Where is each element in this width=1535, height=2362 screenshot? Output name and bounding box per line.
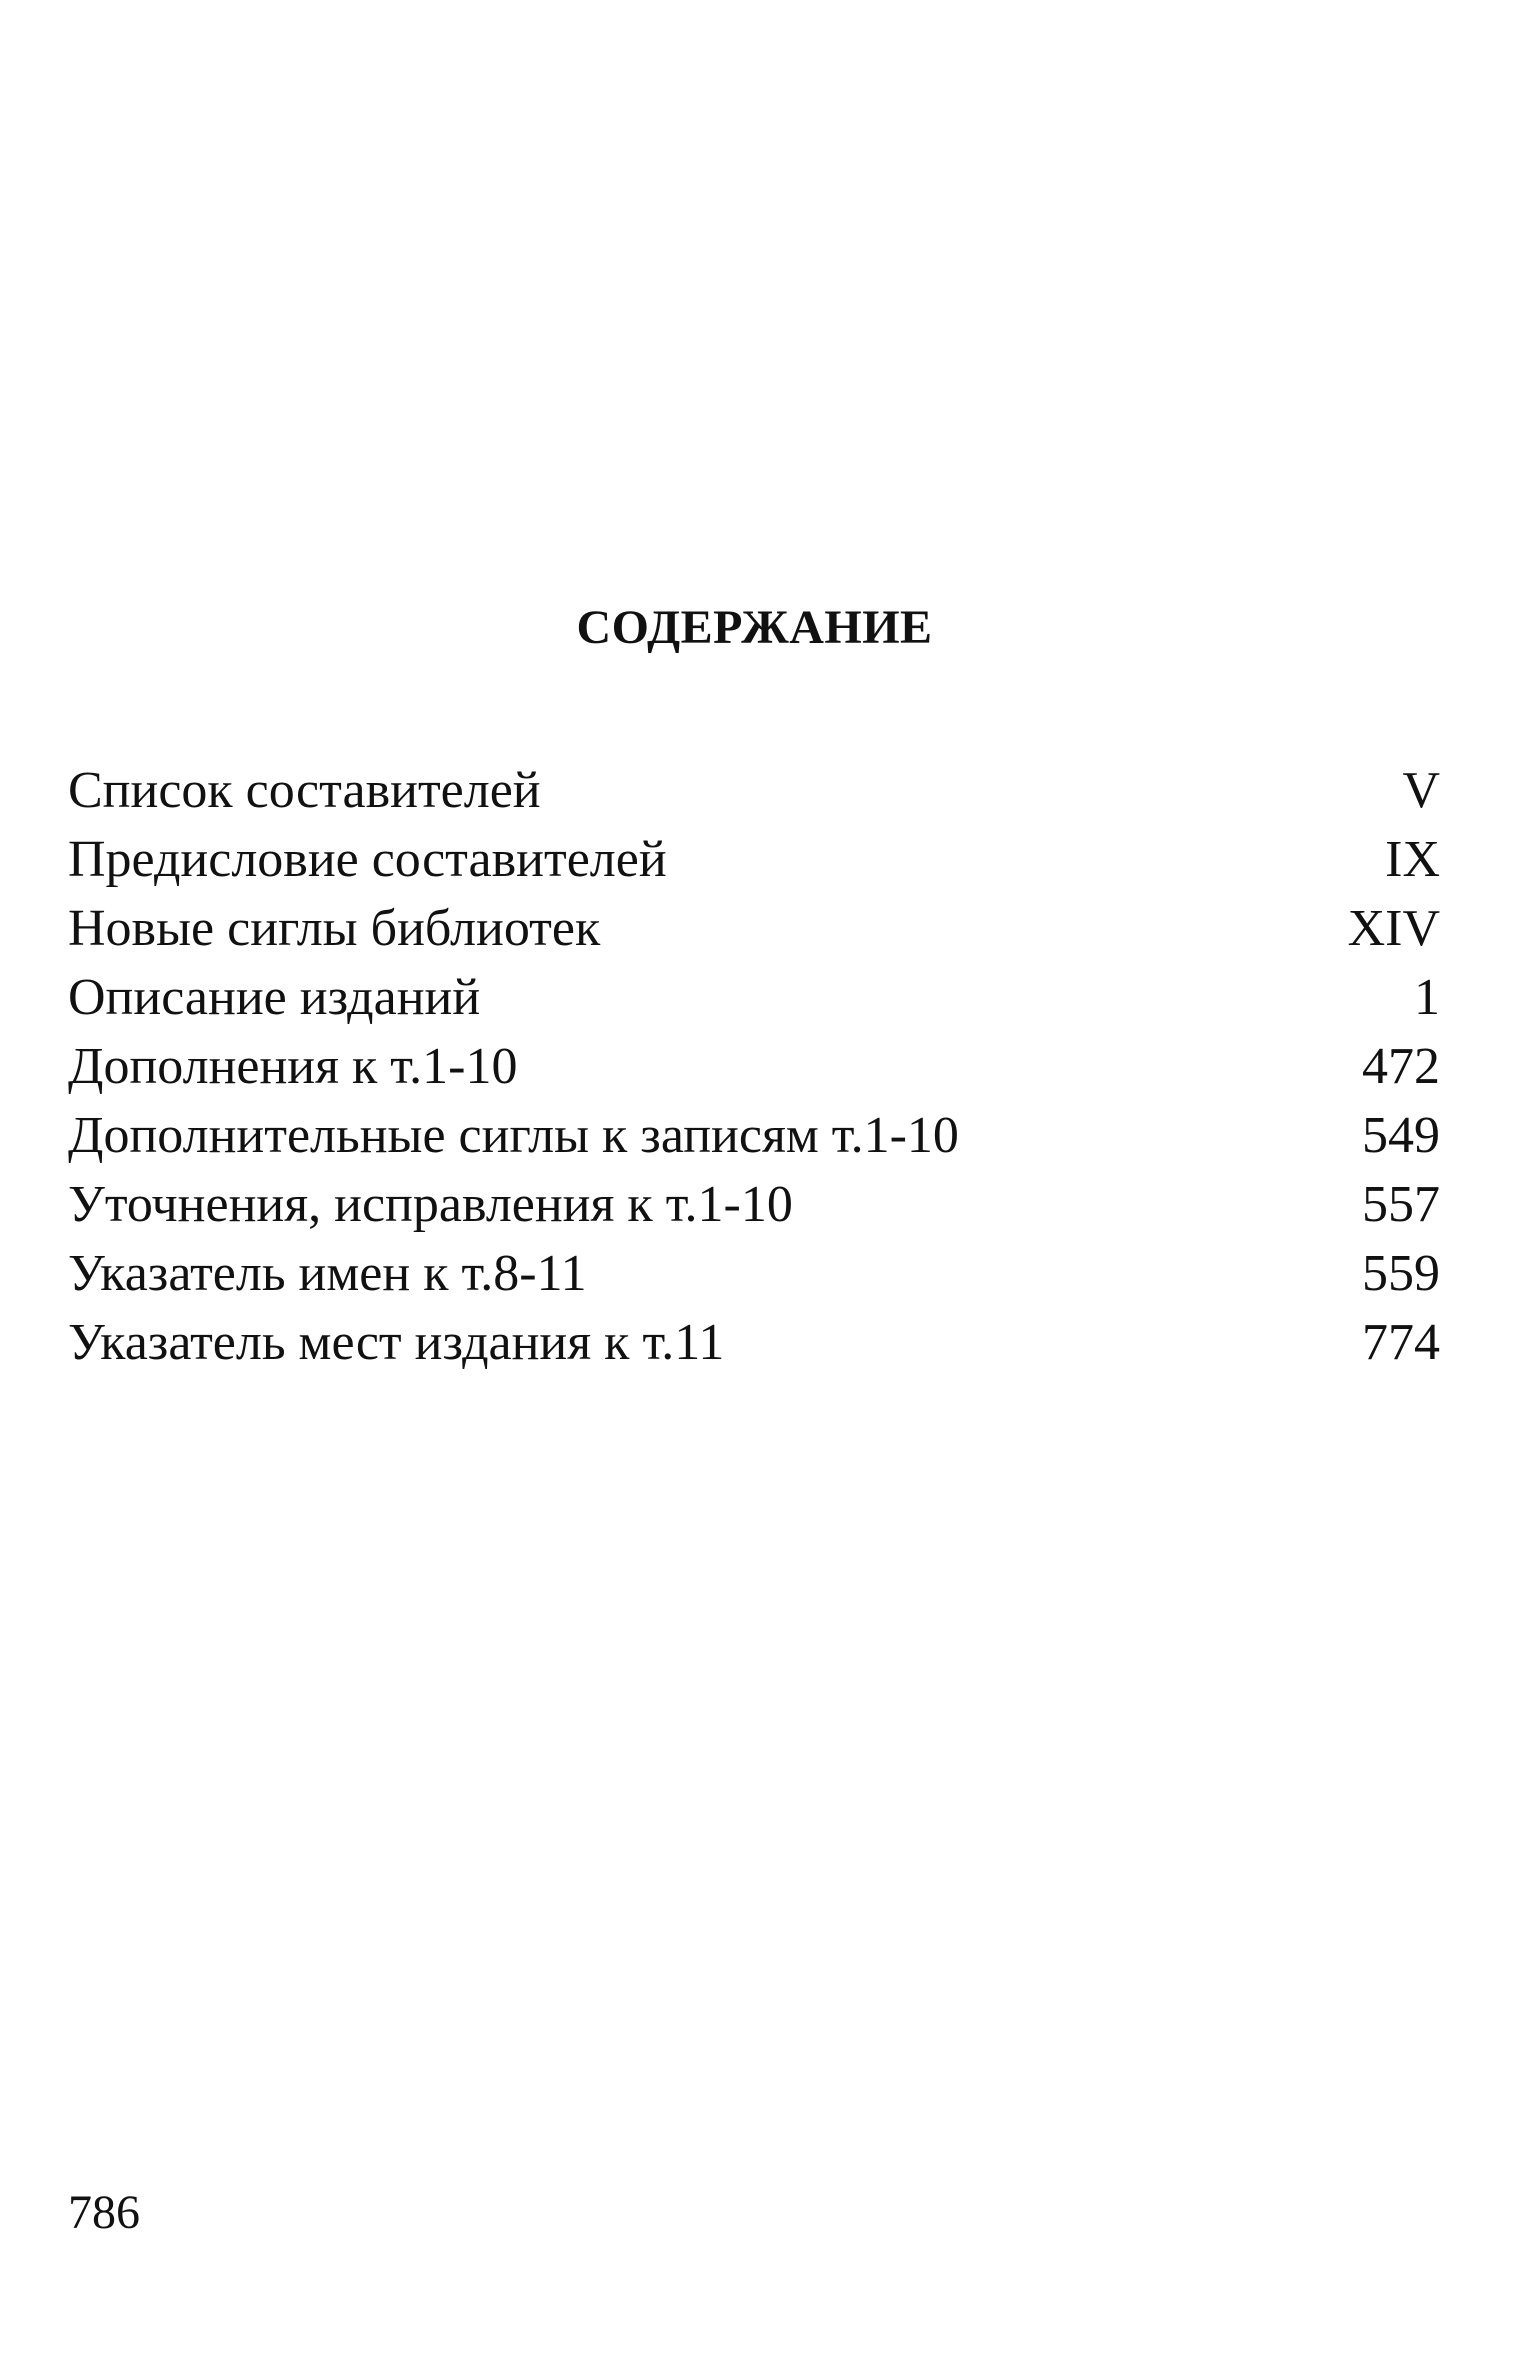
toc-entry-page: V <box>1402 762 1440 819</box>
toc-entry <box>68 1101 1440 1170</box>
toc-entry-label: Указатель мест издания к т.11 <box>68 1314 725 1371</box>
toc-entry-label: Описание изданий <box>68 969 481 1026</box>
page-number: 786 <box>68 2186 140 2239</box>
toc-entry-page: 549 <box>1362 1107 1440 1164</box>
toc-entry-label: Указатель имен к т.8-11 <box>68 1245 587 1302</box>
toc-entry-page: IX <box>1385 831 1440 888</box>
toc-entry <box>68 894 1440 963</box>
toc-entry-page: 472 <box>1362 1038 1440 1095</box>
toc-entry-page: 774 <box>1362 1314 1440 1371</box>
toc-entry <box>68 963 1440 1032</box>
toc-entry-page: 1 <box>1414 969 1440 1026</box>
toc-entry <box>68 1308 1440 1377</box>
toc-entry-page: 559 <box>1362 1245 1440 1302</box>
toc-title: СОДЕРЖАНИЕ <box>576 601 933 654</box>
toc-entry-page: 557 <box>1362 1176 1440 1233</box>
toc-entry-label: Уточнения, исправления к т.1-10 <box>68 1176 793 1233</box>
toc-entry-label: Новые сиглы библиотек <box>68 900 601 957</box>
toc-list <box>68 756 1440 1377</box>
toc-entry <box>68 1032 1440 1101</box>
toc-entry <box>68 1170 1440 1239</box>
toc-entry-page: XIV <box>1347 900 1440 957</box>
toc-entry <box>68 756 1440 825</box>
toc-entry <box>68 825 1440 894</box>
toc-entry-label: Список составителей <box>68 762 541 819</box>
toc-entry <box>68 1239 1440 1308</box>
toc-entry-label: Дополнительные сиглы к записям т.1-10 <box>68 1107 959 1164</box>
toc-entry-label: Дополнения к т.1-10 <box>68 1038 518 1095</box>
toc-entry-label: Предисловие составителей <box>68 831 667 888</box>
